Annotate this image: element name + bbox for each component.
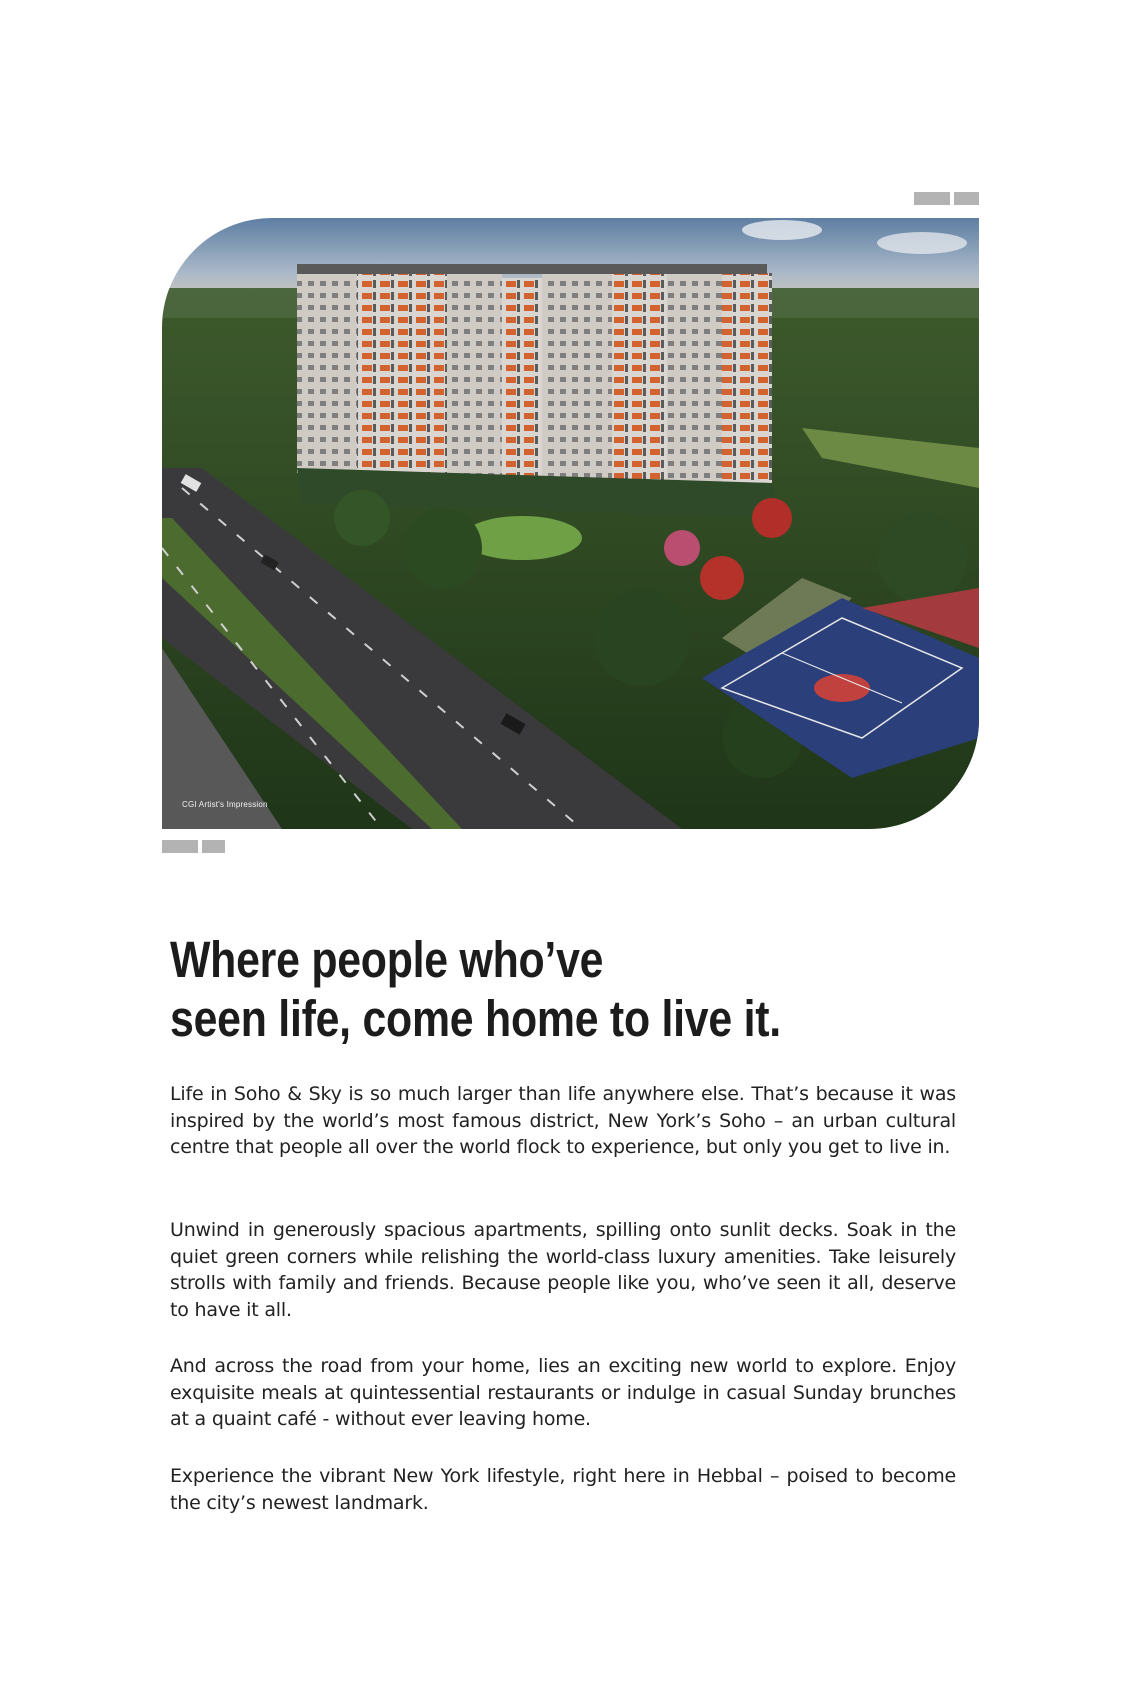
hero-rendering-image xyxy=(162,218,979,829)
headline xyxy=(170,930,781,1048)
decor-block xyxy=(202,840,225,853)
headline-line-2: seen life, come home to live it. xyxy=(170,990,781,1047)
body-paragraph: Experience the vibrant New York lifestyle, right here in Hebbal – poised to become the city’s newest landmark. xyxy=(170,1465,956,1514)
decor-block xyxy=(914,192,950,205)
headline-line-1: Where people who’ve xyxy=(170,931,604,988)
body-paragraph: Unwind in generously spacious apartments, spilling onto sunlit decks. Soak in the quiet green corners while relishing the world-class luxury amenities. Take leisurely strolls with family and friends. Because people like you, who’ve seen it all, deserve to have it all. xyxy=(170,1219,956,1321)
body-paragraph: And across the road from your home, lies an exciting new world to explore. Enjoy exquisite meals at quintessential restaurants or indulge in casual Sunday brunches at a quaint café - without ever leaving home. xyxy=(170,1355,956,1430)
image-caption: CGI Artist's Impression xyxy=(182,800,268,809)
decor-block xyxy=(162,840,198,853)
decor-block xyxy=(954,192,979,205)
body-paragraph: Life in Soho & Sky is so much larger than life anywhere else. That’s because it was inspired by the world’s most famous district, New York’s Soho – an urban cultural centre that people all over the world flock to experience, but only you get to live in. xyxy=(170,1083,956,1158)
